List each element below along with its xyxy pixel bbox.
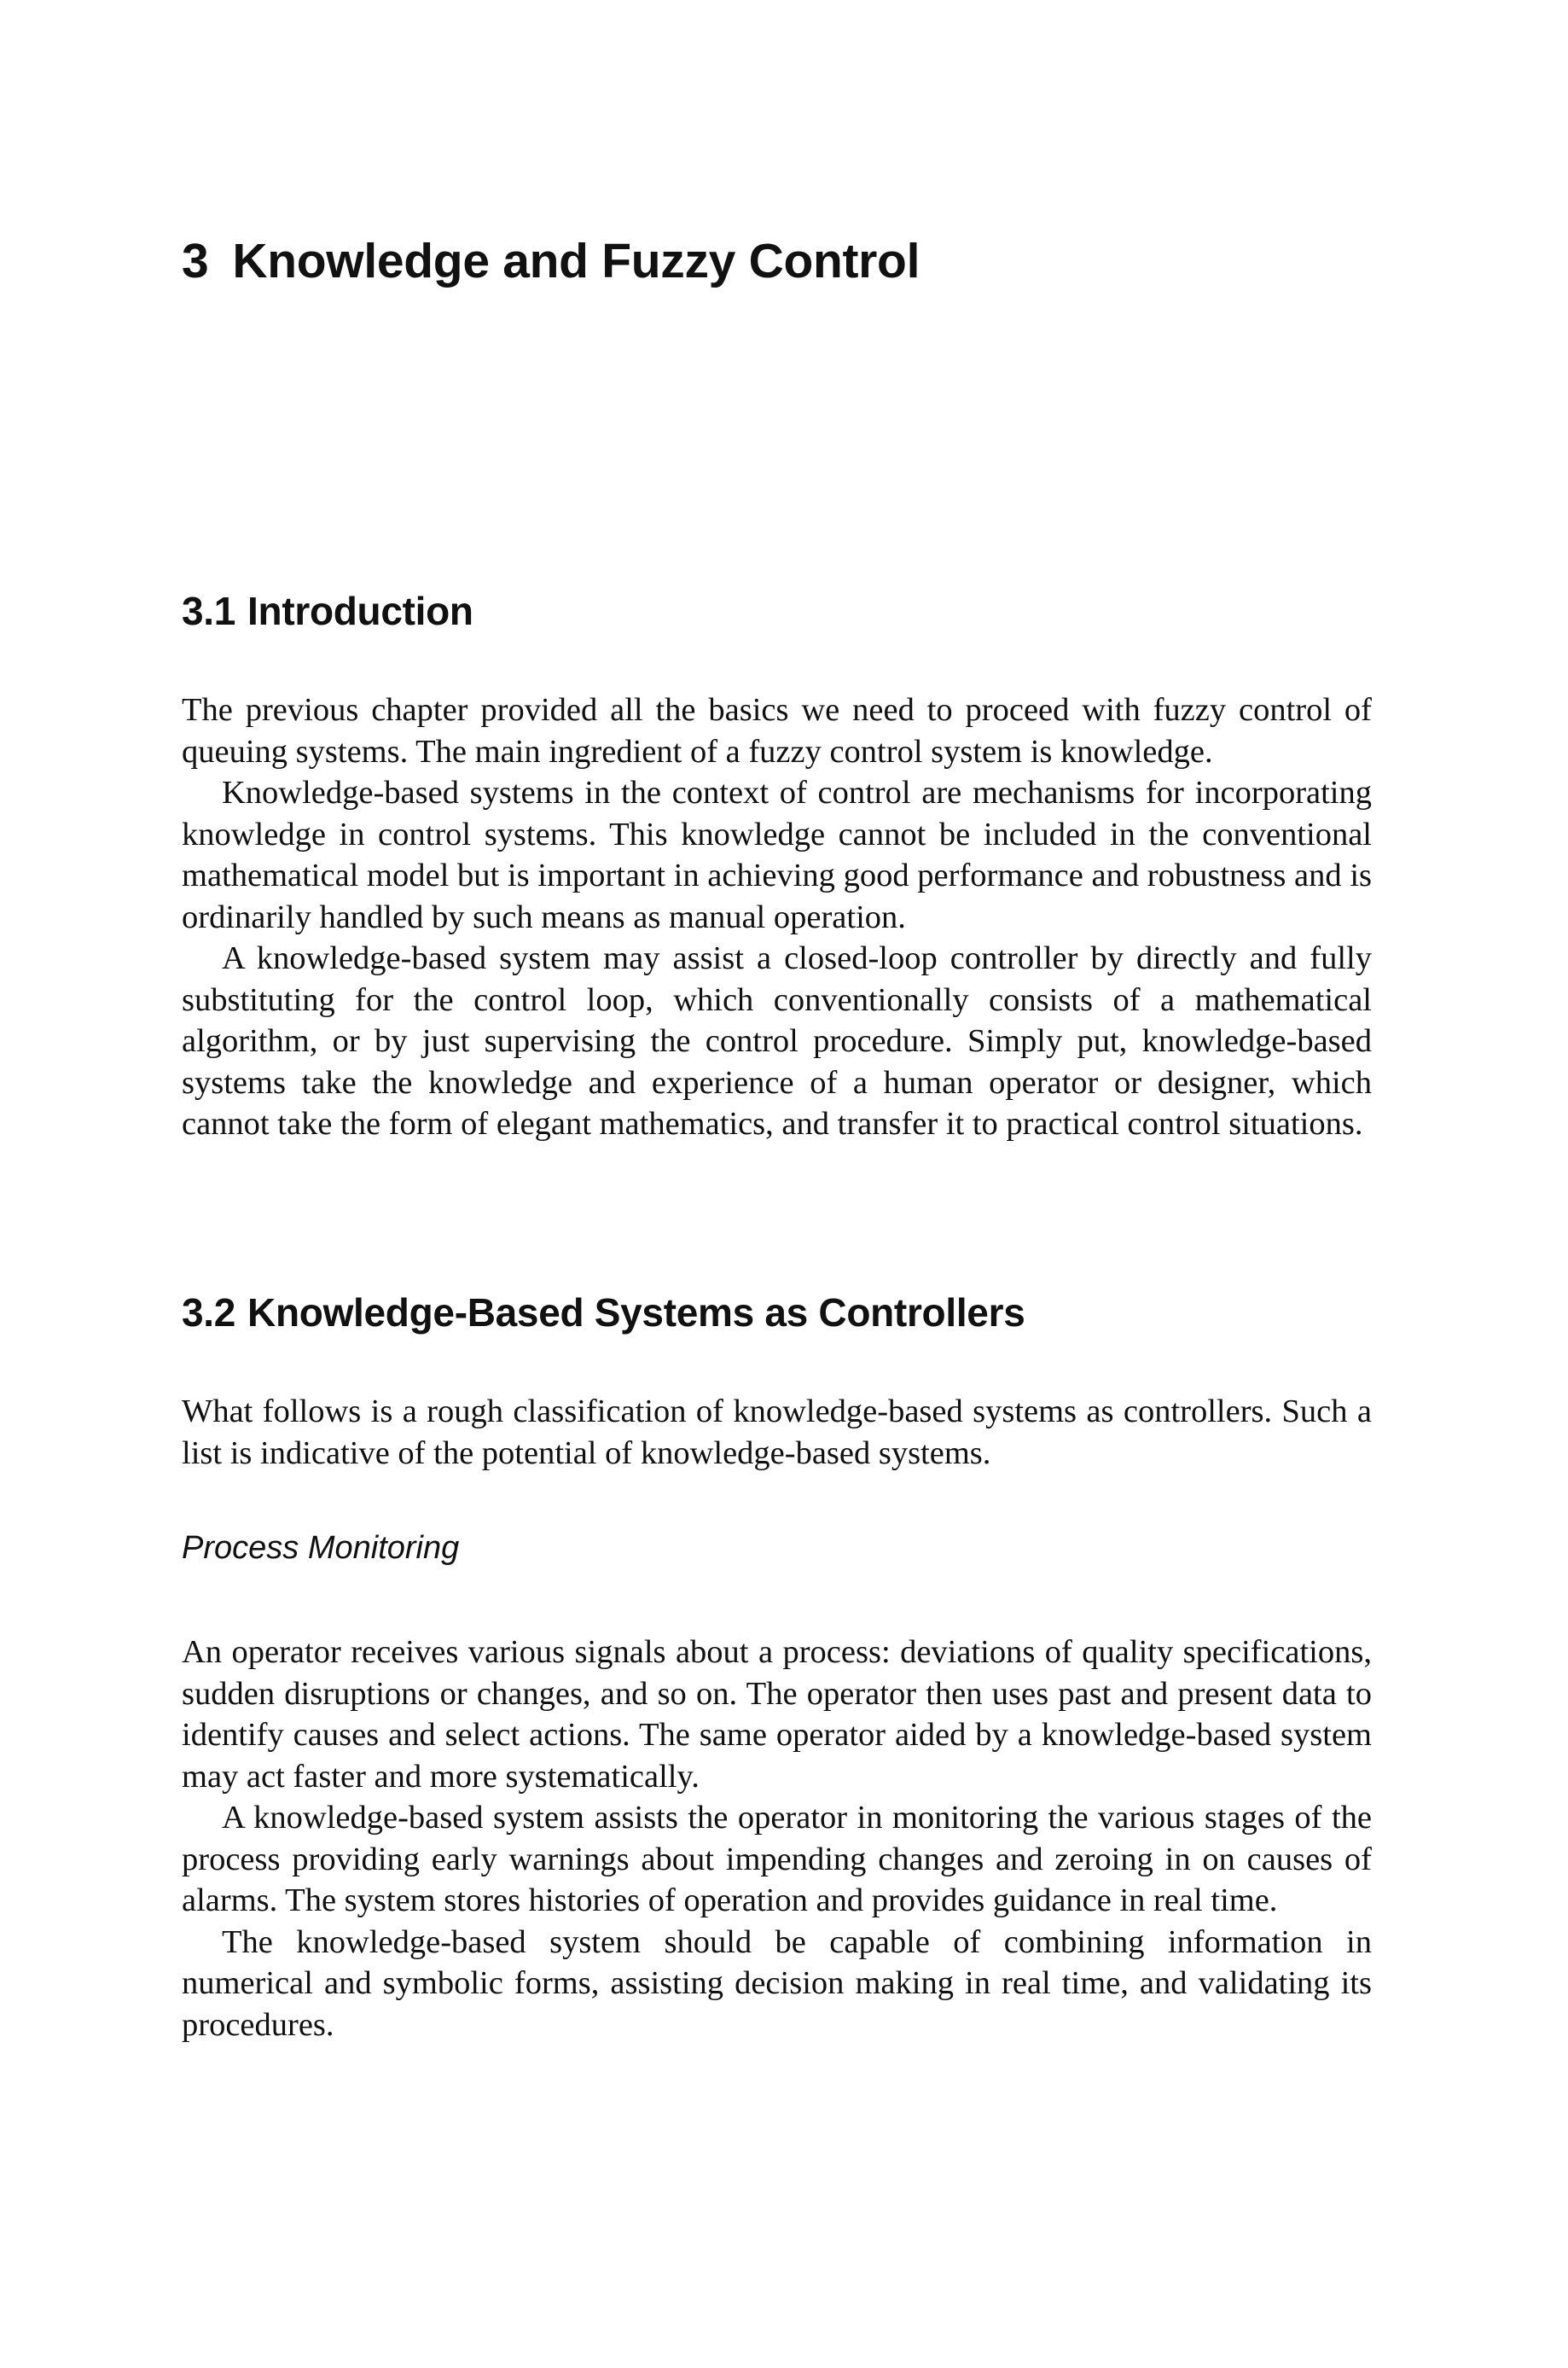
section-title-text: Introduction	[247, 589, 473, 633]
section-number: 3.1	[182, 589, 236, 633]
section-body-knowledge-based-systems	[182, 1391, 1372, 1474]
subsection-body-process-monitoring	[182, 1632, 1372, 2045]
paragraph: What follows is a rough classification of knowledge-based systems as controllers. Such a list is indicative of the potential of knowledge-based systems.	[182, 1393, 1372, 1471]
paragraph: A knowledge-based system may assist a closed-loop controller by directly and fully substituting for the control loop, which conventionally consists of a mathematical algorithm, or by just supervising the control procedure. Simply put, knowledge-based systems take the knowledge and experience of a human operator or designer, which cannot take the form of elegant mathematics, and transfer it to practical control situations.	[182, 940, 1372, 1142]
chapter-number: 3	[182, 234, 209, 288]
paragraph: The previous chapter provided all the basics we need to proceed with fuzzy control of queuing systems. The main ingredient of a fuzzy control system is knowledge.	[182, 692, 1372, 770]
section-number: 3.2	[182, 1290, 236, 1335]
paragraph: Knowledge-based systems in the context of control are mechanisms for incorporating knowledge in control systems. This knowledge cannot be included in the conventional mathematical model but is important in achieving good performance and robustness and is ordinarily handled by such means as manual operation.	[182, 775, 1372, 935]
subsection-title-process-monitoring: Process Monitoring	[182, 1530, 460, 1566]
paragraph: An operator receives various signals about a process: deviations of quality specifications, sudden disruptions or changes, and so on. The operator then uses past and present data to identify causes and select actions. The same operator aided by a knowledge-based system may act faster and more systematically.	[182, 1634, 1372, 1795]
section-title-text: Knowledge-Based Systems as Controllers	[247, 1290, 1025, 1335]
paragraph: A knowledge-based system assists the operator in monitoring the various stages of the process providing early warnings about impending changes and zeroing in on causes of alarms. The system stores histories of operation and provides guidance in real time.	[182, 1800, 1372, 1918]
chapter-title	[182, 232, 920, 290]
section-body-introduction	[182, 689, 1372, 1145]
chapter-title-text: Knowledge and Fuzzy Control	[232, 234, 920, 288]
section-title-introduction	[182, 587, 473, 635]
paragraph: The knowledge-based system should be capable of combining information in numerical and symbolic forms, assisting decision making in real time, and validating its procedures.	[182, 1923, 1372, 2043]
section-title-knowledge-based-systems	[182, 1289, 1025, 1336]
